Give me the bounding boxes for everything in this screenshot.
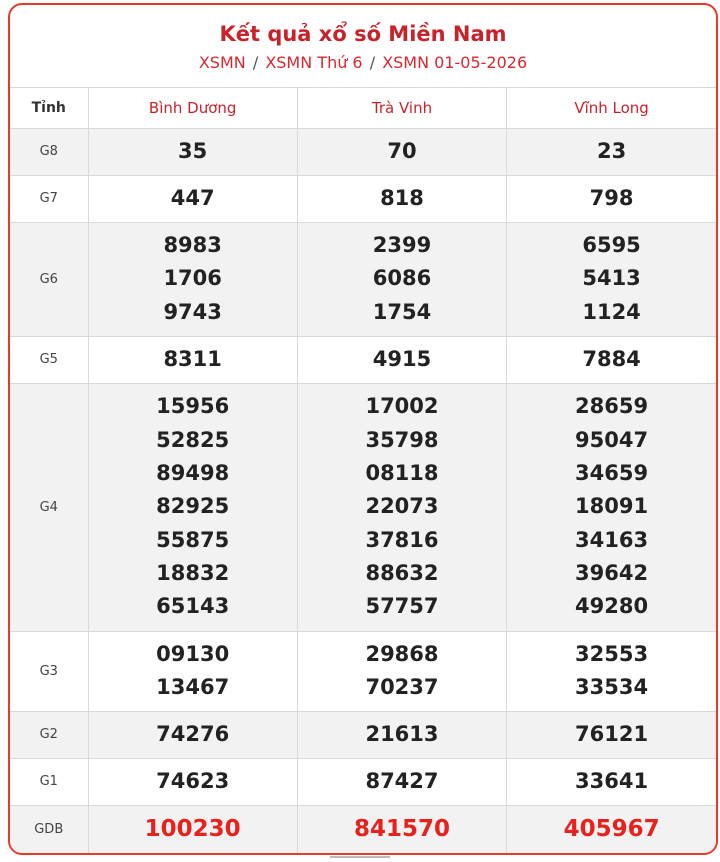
prize-cell	[507, 222, 716, 336]
results-table	[10, 88, 716, 855]
prize-number: 70	[387, 138, 417, 163]
page-title: Kết quả xổ số Miền Nam	[219, 22, 507, 46]
prize-cell	[507, 128, 716, 175]
prize-row-g1	[10, 758, 716, 805]
prize-number: 21613	[365, 721, 439, 746]
prize-cell	[297, 336, 506, 383]
prize-number: 87427	[365, 768, 439, 793]
prize-number: 1124	[582, 299, 641, 324]
prize-label: G8	[10, 128, 88, 175]
prize-cell	[507, 336, 716, 383]
prize-cell	[297, 758, 506, 805]
prize-label: G2	[10, 711, 88, 758]
scroll-indicator	[330, 856, 390, 862]
prize-row-g7	[10, 175, 716, 222]
prize-label: G1	[10, 758, 88, 805]
prize-cell	[507, 175, 716, 222]
prize-number: 28659	[575, 394, 649, 419]
results-card	[8, 3, 718, 855]
prize-number: 74276	[156, 721, 230, 746]
prize-number: 447	[170, 185, 215, 210]
prize-row-gdb	[10, 805, 716, 854]
prize-number: 798	[589, 185, 634, 210]
prize-cell	[297, 711, 506, 758]
prize-label: G3	[10, 631, 88, 711]
breadcrumb	[10, 53, 716, 72]
prize-number: 08118	[365, 460, 439, 485]
prize-number: 65143	[156, 594, 230, 619]
prize-number: 1706	[163, 266, 222, 291]
breadcrumb-link-xsmn-thu-6[interactable]: XSMN Thứ 6	[265, 53, 363, 72]
prize-row-g5	[10, 336, 716, 383]
prize-number: 7884	[582, 346, 641, 371]
prize-cell	[88, 175, 297, 222]
prize-number: 37816	[365, 527, 439, 552]
prize-number: 17002	[365, 394, 439, 419]
prize-number: 6595	[582, 232, 641, 257]
prize-cell	[507, 758, 716, 805]
breadcrumb-separator: /	[369, 53, 376, 72]
prize-cell	[88, 758, 297, 805]
breadcrumb-separator: /	[252, 53, 259, 72]
prize-cell	[507, 631, 716, 711]
prize-number: 1754	[372, 299, 432, 324]
prize-cell	[507, 383, 716, 631]
prize-number: 818	[380, 185, 424, 210]
prize-number: 33641	[575, 768, 649, 793]
prize-cell	[88, 128, 297, 175]
column-header-binh-duong[interactable]: Bình Dương	[88, 88, 297, 128]
prize-number: 55875	[156, 527, 230, 552]
prize-cell	[297, 383, 506, 631]
prize-cell	[88, 631, 297, 711]
prize-number: 33534	[575, 675, 649, 699]
column-header-province-label: Tỉnh	[10, 88, 88, 128]
prize-cell	[88, 711, 297, 758]
prize-number: 6086	[372, 266, 432, 291]
prize-number: 8311	[163, 346, 222, 371]
prize-number: 4915	[372, 346, 432, 371]
prize-cell	[88, 805, 297, 854]
prize-number: 18091	[575, 494, 649, 519]
prize-number: 34659	[575, 460, 649, 485]
prize-number: 89498	[156, 460, 230, 485]
prize-row-g3	[10, 631, 716, 711]
prize-cell	[88, 336, 297, 383]
breadcrumb-link-xsmn[interactable]: XSMN	[198, 53, 246, 72]
prize-number: 35798	[365, 427, 439, 452]
prize-number: 39642	[575, 561, 649, 586]
prize-number: 57757	[365, 594, 439, 619]
prize-number: 18832	[156, 561, 230, 586]
column-header-tra-vinh[interactable]: Trà Vinh	[297, 88, 506, 128]
prize-number: 5413	[582, 266, 641, 291]
prize-cell	[88, 222, 297, 336]
prize-number: 52825	[156, 427, 230, 452]
prize-number: 88632	[365, 561, 439, 586]
prize-row-g4	[10, 383, 716, 631]
prize-number: 2399	[372, 232, 432, 257]
prize-row-g6	[10, 222, 716, 336]
prize-number: 09130	[156, 641, 230, 666]
prize-row-g8	[10, 128, 716, 175]
prize-number: 76121	[575, 721, 649, 746]
prize-number: 8983	[163, 232, 222, 257]
prize-number: 49280	[575, 594, 649, 619]
prize-number: 23	[596, 138, 627, 163]
prize-number: 13467	[156, 675, 230, 699]
prize-number: 15956	[156, 394, 230, 419]
prize-number: 95047	[575, 427, 649, 452]
prize-number: 32553	[575, 641, 649, 666]
prize-cell	[297, 175, 506, 222]
prize-cell	[297, 222, 506, 336]
prize-number: 35	[178, 138, 208, 163]
prize-label: G6	[10, 222, 88, 336]
column-header-vinh-long[interactable]: Vĩnh Long	[507, 88, 716, 128]
breadcrumb-link-date[interactable]: XSMN 01-05-2026	[382, 53, 528, 72]
prize-number: 29868	[365, 641, 439, 666]
prize-label: G4	[10, 383, 88, 631]
prize-row-g2	[10, 711, 716, 758]
prize-cell	[297, 128, 506, 175]
prize-label: G5	[10, 336, 88, 383]
prize-number: 22073	[365, 494, 439, 519]
prize-number: 82925	[156, 494, 230, 519]
special-prize-number: 841570	[353, 815, 450, 842]
prize-label: G7	[10, 175, 88, 222]
prize-number: 70237	[365, 675, 439, 699]
special-prize-number: 100230	[144, 815, 241, 842]
prize-cell	[88, 383, 297, 631]
prize-label: GDB	[10, 805, 88, 854]
prize-cell	[507, 711, 716, 758]
prize-number: 9743	[163, 299, 222, 324]
prize-number: 74623	[156, 768, 230, 793]
special-prize-number: 405967	[563, 815, 660, 842]
results-header	[10, 5, 716, 88]
prize-number: 34163	[575, 527, 649, 552]
prize-cell	[297, 631, 506, 711]
prize-cell	[507, 805, 716, 854]
prize-cell	[297, 805, 506, 854]
